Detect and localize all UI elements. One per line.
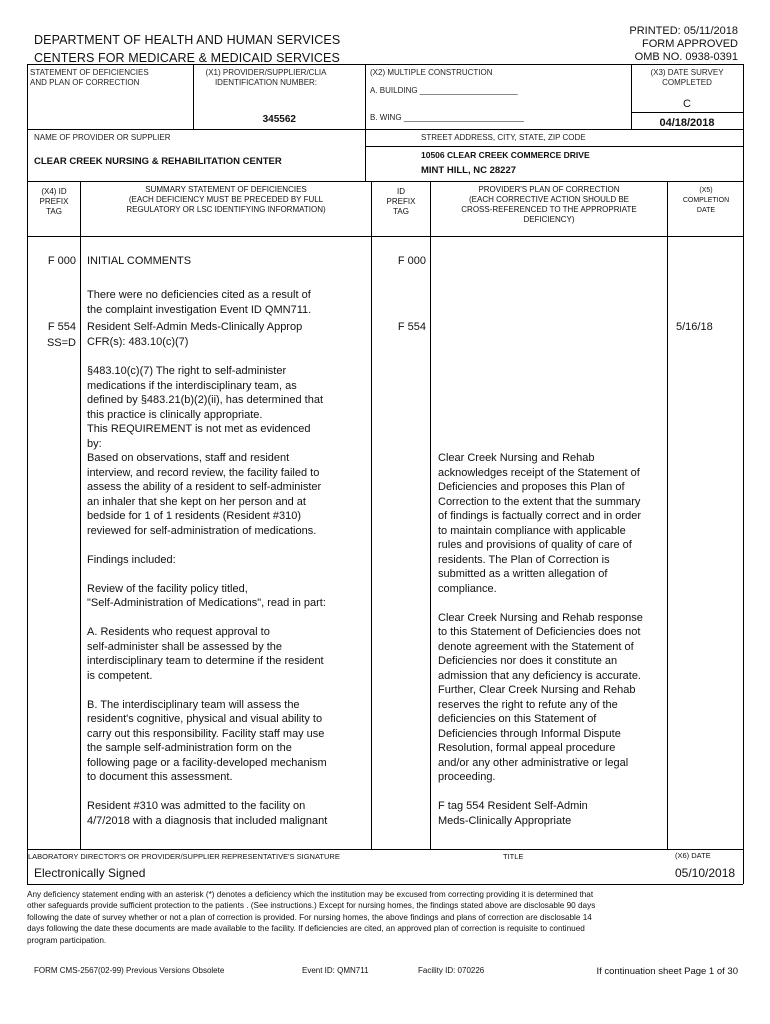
form-number: FORM CMS-2567(02-99) Previous Versions Obsolete	[34, 966, 225, 975]
signature-date-label: (X6) DATE	[675, 851, 711, 860]
facility-id: Facility ID: 070226	[418, 966, 485, 975]
provider-id-number: 345562	[262, 114, 296, 125]
plan-of-correction-text: Clear Creek Nursing and Rehab acknowledges receipt of the Statement of Deficiencies and proposes this Plan of Correction to the extent that the summary of findings is factually correct and in order to maintain compliance with applicable rules and provisions of quality of care of residents. The Plan of Correction is submitted as a written allegation of compliance. Clear Creek Nursing and Rehab response to this Statement of Deficiencies does not denote agreement with the Statement of Deficiencies nor does it constitute an admission that any deficiency is accurate. Further, Clear Creek Nursing and Rehab reserves the right to refute any of the deficiencies on this Statement of Deficiencies through Informal Dispute Resolution, formal appeal procedure and/or any other administrative or legal proceeding. F tag 554 Resident Self-Admin Meds-Clinically Appropriate	[438, 452, 643, 827]
street-address: 10506 CLEAR CREEK COMMERCE DRIVE	[421, 150, 590, 160]
signature-label: LABORATORY DIRECTOR'S OR PROVIDER/SUPPLIER REPRESENTATIVE'S SIGNATURE	[28, 852, 340, 861]
no-deficiencies-text: There were no deficiencies cited as a result of the complaint investigation Event ID QMN711.	[87, 289, 312, 316]
summary-statement-text: §483.10(c)(7) The right to self-administer medications if the interdisciplinary team, as defined by §483.21(b)(2)(ii), has determined that this practice is clinically appropriate. This REQUIREMENT is not met as evidenced by: Based on observations, staff and resident interview, and record review, the facility failed to assess the ability of a resident to self-administer an inhaler that she kept on her person and at bedside for 1 of 1 residents (Resident #310) reviewed for self-administration of medications. Findings included: Review of the facility policy titled, "Self-Administration of Medications", read in part: A. Residents who request approval to self-administer shall be assessed by the interdisciplinary team to determine if the resident is competent. B. The interdisciplinary team will assess the resident's cognitive, physical and visual ability to carry out this responsibility. Facility staff may use the sample self-administration form on the following page or a facility-developed mechanism to document this assessment. Resident #310 was admitted to the facility on 4/7/2018 with a diagnosis that included malignant	[87, 365, 328, 827]
tag-f554-left: F 554	[47, 321, 76, 333]
title-label: TITLE	[503, 852, 524, 861]
tag-f000-left: F 000	[47, 255, 76, 267]
completion-date: 5/16/18	[676, 321, 713, 333]
tag-f000-right: F 000	[397, 255, 426, 267]
provider-name-label: NAME OF PROVIDER OR SUPPLIER	[34, 133, 171, 142]
building-label: A. BUILDING ______________________	[370, 86, 518, 95]
summary-column-header: SUMMARY STATEMENT OF DEFICIENCIES (EACH DEFICIENCY MUST BE PRECEDED BY FULL REGULATORY OR LSC IDENTIFYING INFORMATION)	[126, 185, 326, 214]
department-line-2: CENTERS FOR MEDICARE & MEDICAID SERVICES	[34, 51, 340, 65]
f554-title: Resident Self-Admin Meds-Clinically Approp CFR(s): 483.10(c)(7)	[87, 321, 303, 348]
id-column-header: ID PREFIX TAG	[386, 187, 416, 216]
x5-column-header: (X5) COMPLETION DATE	[682, 187, 730, 214]
x1-label: (X1) PROVIDER/SUPPLIER/CLIA IDENTIFICATION NUMBER:	[205, 68, 327, 87]
severity-scope-code: SS=D	[46, 337, 76, 349]
x2-label: (X2) MULTIPLE CONSTRUCTION	[370, 68, 493, 77]
x3-label: (X3) DATE SURVEY COMPLETED	[650, 68, 724, 87]
signature-value: Electronically Signed	[34, 866, 146, 880]
tag-f554-right: F 554	[397, 321, 426, 333]
survey-completed-date: 04/18/2018	[659, 117, 715, 129]
survey-type-code: C	[683, 98, 691, 110]
statement-label: STATEMENT OF DEFICIENCIES AND PLAN OF CORRECTION	[30, 68, 149, 87]
initial-comments: INITIAL COMMENTS	[87, 255, 192, 267]
page-indicator: If continuation sheet Page 1 of 30	[596, 966, 738, 977]
printed-date: PRINTED: 05/11/2018	[629, 25, 738, 37]
signature-date: 05/10/2018	[675, 866, 736, 880]
form-approved: FORM APPROVED	[642, 38, 738, 50]
address-label: STREET ADDRESS, CITY, STATE, ZIP CODE	[421, 133, 586, 142]
x4-column-header: (X4) ID PREFIX TAG	[39, 187, 69, 216]
department-line-1: DEPARTMENT OF HEALTH AND HUMAN SERVICES	[34, 33, 341, 47]
wing-label: B. WING ___________________________	[370, 113, 524, 122]
provider-name: CLEAR CREEK NURSING & REHABILITATION CENTER	[34, 156, 282, 167]
event-id: Event ID: QMN711	[302, 966, 369, 975]
omb-number: OMB NO. 0938-0391	[634, 51, 738, 63]
disclaimer-text: Any deficiency statement ending with an asterisk (*) denotes a deficiency which the institution may be excused from correcting providing it is determined that other safeguards provide sufficient protection to the patients . (See instructions.) Except for nursing homes, the findings stated above are disclosable 90 days following the date of survey whether or not a plan of correction is provided. For nursing homes, the above findings and plans of correction are disclosable 14 days following the date these documents are made available to the facility. If deficiencies are cited, an approved plan of correction is requisite to continued program participation.	[27, 890, 596, 945]
city-state-zip: MINT HILL, NC 28227	[421, 165, 517, 176]
plan-column-header: PROVIDER'S PLAN OF CORRECTION (EACH CORRECTIVE ACTION SHOULD BE CROSS-REFERENCED TO THE APPROPRIATE DEFICIENCY)	[461, 185, 637, 224]
